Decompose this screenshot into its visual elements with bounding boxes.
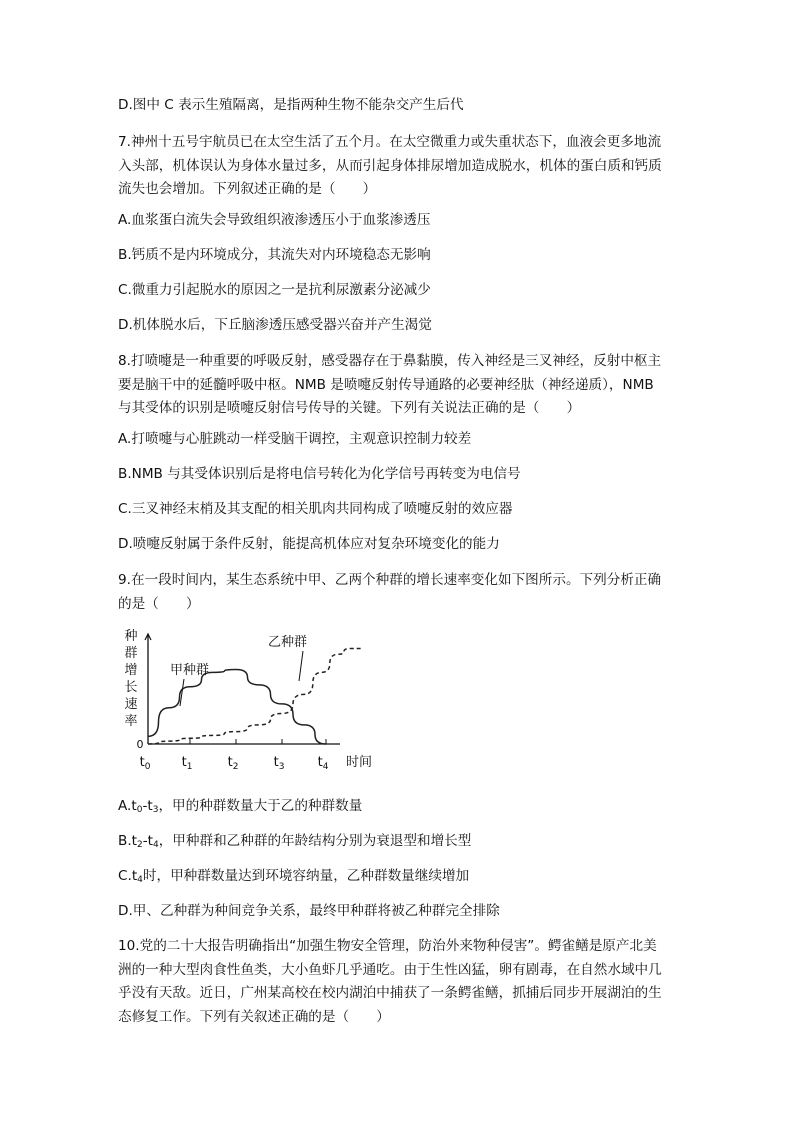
population-growth-chart xyxy=(118,624,373,784)
y-axis-label-char: 种 xyxy=(124,629,138,644)
q8-stem-line: 8.打喷嚏是一种重要的呼吸反射，感受器存在于鼻黏膜，传入神经是三叉神经，反射中枢主 xyxy=(118,353,662,369)
q9-stem-line: 9.在一段时间内，某生态系统中甲、乙两个种群的增长速率变化如下图所示。下列分析正确 xyxy=(118,572,662,588)
q7-option-c: C.微重力引起脱水的原因之一是抗利尿激素分泌减少 xyxy=(118,282,431,298)
q9-option-b: $B.t_2-t_4$，甲种群和乙种群的年龄结构分别为衰退型和增长型 xyxy=(118,833,472,850)
y-axis-label-char: 长 xyxy=(124,680,138,695)
q9-stem-line: 的是（ ） xyxy=(118,595,200,612)
x-axis-label: 时间 xyxy=(345,755,373,770)
q8-option-b: B.NMB 与其受体识别后是将电信号转化为化学信号再转变为电信号 xyxy=(118,466,521,482)
y-axis-label-char: 率 xyxy=(124,714,138,729)
q8-option-c: C.三叉神经末梢及其支配的相关肌肉共同构成了喷嚏反射的效应器 xyxy=(118,501,513,517)
q10-stem-line: 乎没有天敌。近日，广州某高校在校内湖泊中捕获了一条鳄雀鳝，抓捕后同步开展湖泊的生 xyxy=(118,985,662,1001)
x-tick-label: $t_1$ xyxy=(181,755,193,772)
series-yi-leader xyxy=(299,651,303,681)
q8-stem-line: 要是脑干中的延髓呼吸中枢。NMB 是喷嚏反射传导通路的必要神经肽（神经递质），NMB xyxy=(118,376,654,393)
x-tick-label: $t_4$ xyxy=(317,755,329,772)
q7-stem-line: 入头部，机体误认为身体水量过多，从而引起身体排尿增加造成脱水，机体的蛋白质和钙质 xyxy=(118,157,662,174)
q7-option-a: A.血浆蛋白流失会导致组织液渗透压小于血浆渗透压 xyxy=(118,212,431,228)
q8-stem-line: 与其受体的识别是喷嚏反射信号传导的关键。下列有关说法正确的是（ ） xyxy=(118,400,581,416)
y-axis-label-char: 增 xyxy=(124,663,138,678)
series-jia-label: 甲种群 xyxy=(170,663,210,678)
q10-stem-line: 态修复工作。下列有关叙述正确的是（ ） xyxy=(118,1008,390,1025)
q10-stem-line: 10.党的二十大报告明确指出“加强生物安全管理，防治外来物种侵害”。鳄雀鳝是原产北美 xyxy=(118,938,657,954)
x-tick-label: $t_3$ xyxy=(273,755,285,772)
q7-stem xyxy=(118,131,678,202)
origin-label: 0 xyxy=(136,738,144,751)
q7-option-b: B.钙质不是内环境成分，其流失对内环境稳态无影响 xyxy=(118,247,431,263)
q8-stem xyxy=(118,350,678,421)
q7-option-d: D.机体脱水后，下丘脑渗透压感受器兴奋并产生渴觉 xyxy=(118,317,432,333)
q9-option-c: $C.t_4$时，甲种群数量达到环境容纳量，乙种群数量继续增加 xyxy=(118,868,470,885)
q9-option-a: $A.t_0-t_3$，甲的种群数量大于乙的种群数量 xyxy=(118,798,363,815)
x-tick-label: $t_0$ xyxy=(139,755,151,772)
series-yi-label: 乙种群 xyxy=(268,635,308,650)
q8-option-a: A.打喷嚏与心脏跳动一样受脑干调控，主观意识控制力较差 xyxy=(118,431,472,447)
q10-stem-line: 洲的一种大型肉食性鱼类，大小鱼虾几乎通吃。由于生性凶猛，卵有剧毒，在自然水域中几 xyxy=(118,961,662,978)
x-tick-label: $t_2$ xyxy=(227,755,239,772)
q9-option-d: D.甲、乙种群为种间竞争关系，最终甲种群将被乙种群完全排除 xyxy=(118,903,500,919)
q9-stem xyxy=(118,569,678,616)
y-axis-label-char: 群 xyxy=(124,646,138,661)
q7-stem-line: 流失也会增加。下列叙述正确的是（ ） xyxy=(118,181,377,197)
y-axis-label-char: 速 xyxy=(124,697,138,712)
q6-option-d: D.图中 C 表示生殖隔离，是指两种生物不能杂交产生后代 xyxy=(118,97,464,113)
q10-stem xyxy=(118,935,678,1029)
q8-option-d: D.喷嚏反射属于条件反射，能提高机体应对复杂环境变化的能力 xyxy=(118,536,500,552)
q7-stem-line: 7.神州十五号宇航员已在太空生活了五个月。在太空微重力或失重状态下，血液会更多地流 xyxy=(118,134,662,150)
